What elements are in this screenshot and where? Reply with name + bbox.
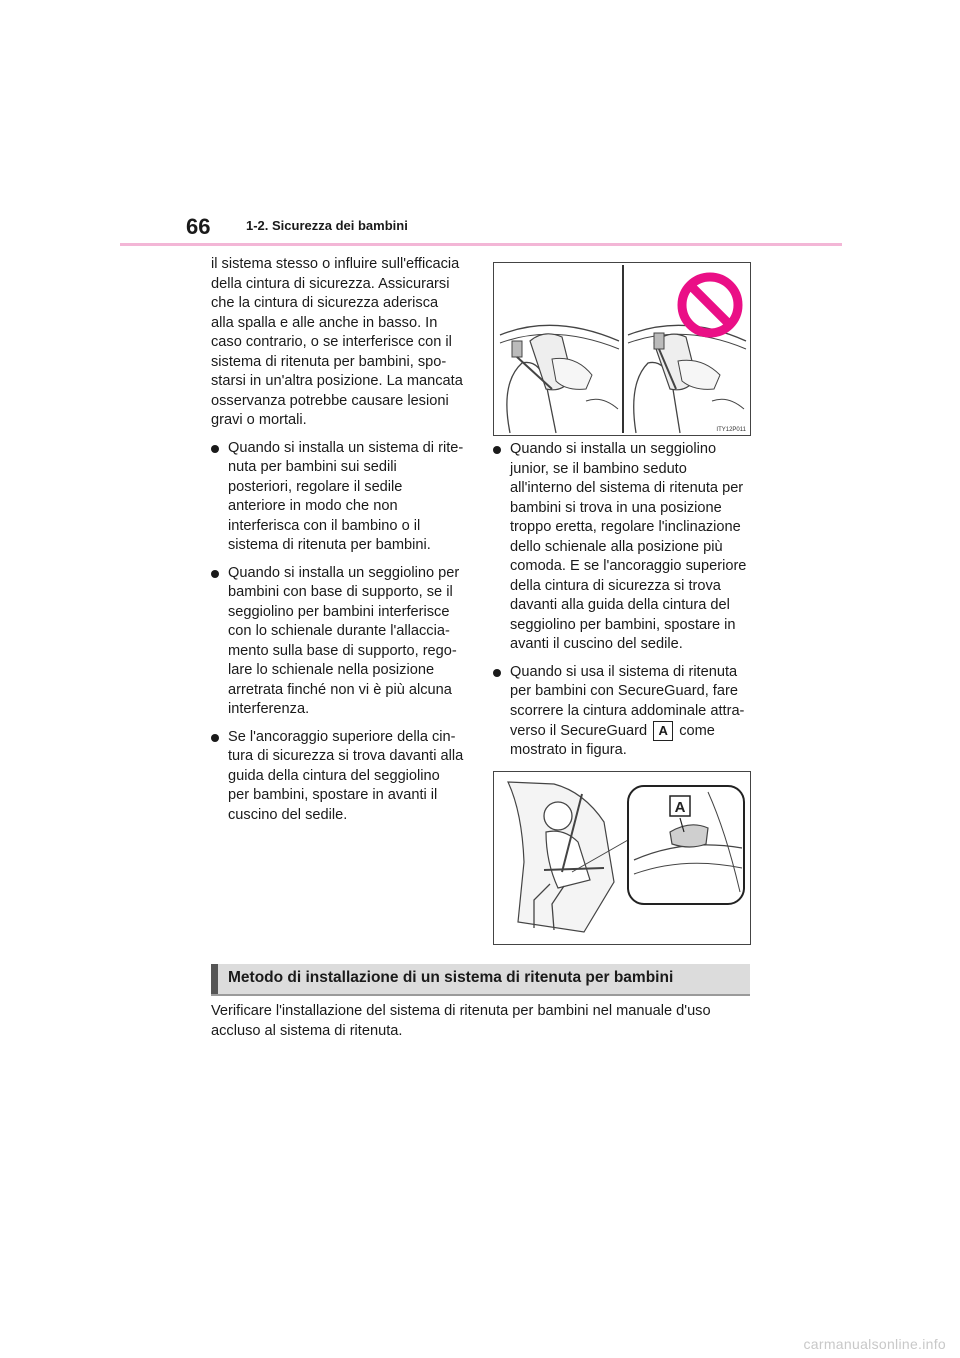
secureguard-illustration <box>494 772 750 944</box>
list-item: Quando si installa un seggiolino per bambini con base di supporto, se il seggiolino per bambini interferisce con lo schienale durante l'allaccia-mento sulla base di supporto, rego-lare lo schienale nella posizione arretrata finché non vi è più alcuna interferenza. <box>211 564 464 720</box>
right-bullet-list <box>493 440 751 761</box>
section-title: 1-2. Sicurezza dei bambini <box>246 218 408 233</box>
callout-label: A <box>653 721 673 741</box>
left-bullet-list <box>211 439 464 826</box>
intro-paragraph: il sistema stesso o influire sull'efficacia della cintura di sicurezza. Assicurarsi che la cintura di sicurezza aderisca alla spalla e alle anche in basso. In caso contrario, o se interferisce con il sistema di ritenuta per bambini, spo-starsi in un'altra posizione. La mancata osservanza potrebbe causare lesioni gravi o mortali. <box>211 256 463 428</box>
figure-code: ITY12P011 <box>716 427 746 433</box>
left-column <box>211 255 464 825</box>
section-heading-bar <box>211 964 750 996</box>
list-item-text: come mostrato in figura. <box>510 722 715 759</box>
figure-callout-a: A <box>674 799 686 816</box>
figure-secureguard <box>493 771 751 945</box>
list-item: Se l'ancoraggio superiore della cin-tura di sicurezza si trova davanti alla guida della cintura del seggiolino per bambini, spostare in avanti il cuscino del sedile. <box>211 728 464 826</box>
prohibition-icon <box>682 277 738 333</box>
list-item: Quando si installa un seggiolino junior, se il bambino seduto all'interno del sistema di ritenuta per bambini si trova in una posizione troppo eretta, regolare l'inclinazione dello schienale alla posizione più comoda. E se l'ancoraggio superiore della cintura di sicurezza si trova davanti alla guida della cintura del seggiolino per bambini, spostare in avanti il cuscino del sedile. <box>493 440 751 655</box>
seat-illustration <box>494 263 750 435</box>
list-item-text: Quando si usa il sistema di ritenuta per bambini con SecureGuard, fare scorrere la cintura addominale attra-verso il SecureGuard <box>510 663 745 739</box>
section-heading: Metodo di installazione di un sistema di ritenuta per bambini <box>228 969 674 986</box>
list-item: Quando si installa un sistema di rite-nuta per bambini sui sedili posteriori, regolare il sedile anteriore in modo che non interferisca con il bambino o il sistema di ritenuta per bambini. <box>211 439 464 556</box>
figure-seat-interference <box>493 262 751 436</box>
page-number: 66 <box>186 214 211 239</box>
watermark: carmanualsonline.info <box>803 1336 946 1352</box>
header-rule <box>120 243 842 246</box>
body-paragraph: Verificare l'installazione del sistema di ritenuta per bambini nel manuale d'uso accluso al sistema di ritenuta. <box>211 1003 711 1039</box>
right-column <box>493 432 751 761</box>
heading-accent <box>211 964 218 994</box>
list-item <box>493 663 751 761</box>
